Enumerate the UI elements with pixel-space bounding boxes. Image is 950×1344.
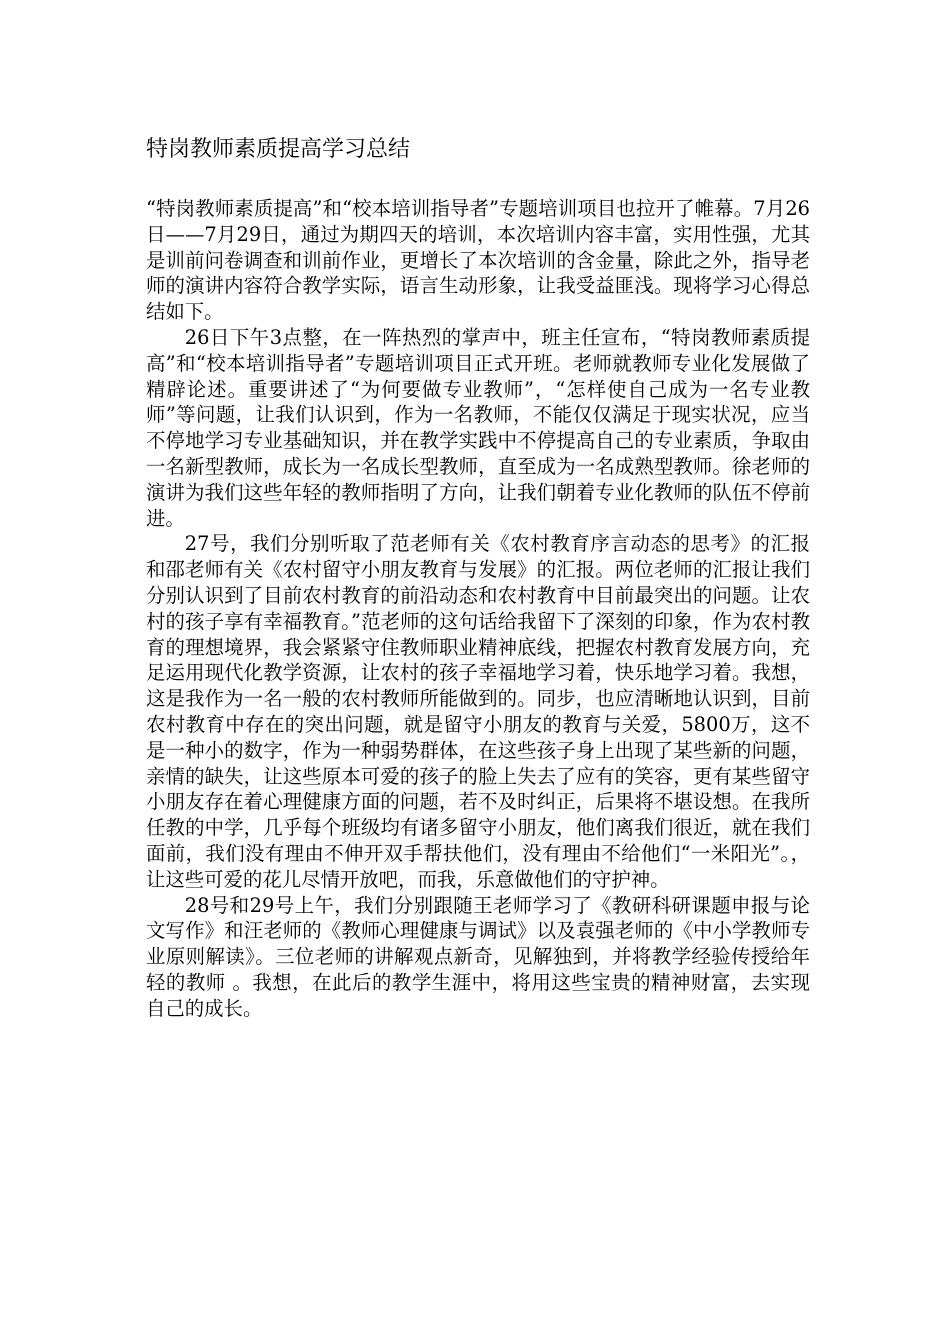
paragraph-day-26: 26日下午3点整，在一阵热烈的掌声中，班主任宣布，“特岗教师素质提高”和“校本培训指导者”专题培训项目正式开班。老师就教师专业化发展做了精辟论述。重要讲述了“为何要做专业教师”，“怎样使自己成为一名专业教师”等问题，让我们认识到，作为一名教师，不能仅仅满足于现实状况，应当不停地学习专业基础知识，并在教学实践中不停提高自己的专业素质，争取由一名新型教师，成长为一名成长型教师，直至成为一名成熟型教师。徐老师的演讲为我们这些年轻的教师指明了方向，让我们朝着专业化教师的队伍不停前进。 xyxy=(146,325,810,530)
document-body xyxy=(146,196,810,1022)
paragraph-intro: “特岗教师素质提高”和“校本培训指导者”专题培训项目也拉开了帷幕。7月26日——7月29日，通过为期四天的培训，本次培训内容丰富，实用性强，尤其是训前问卷调查和训前作业，更增长了本次培训的含金量，除此之外，指导老师的演讲内容符合教学实际，语言生动形象，让我受益匪浅。现将学习心得总结如下。 xyxy=(146,197,810,324)
paragraph-day-27: 27号，我们分别听取了范老师有关《农村教育序言动态的思考》的汇报和邵老师有关《农村留守小朋友教育与发展》的汇报。两位老师的汇报让我们分别认识到了目前农村教育的前沿动态和农村教育中目前最突出的问题。让农村的孩子享有幸福教育。”范老师的这句话给我留下了深刻的印象，作为农村教育的理想境界，我会紧紧守住教师职业精神底线，把握农村教育发展方向，充足运用现代化教学资源，让农村的孩子幸福地学习着，快乐地学习着。我想，这是我作为一名一般的农村教师所能做到的。同步，也应清晰地认识到，目前农村教育中存在的突出问题，就是留守小朋友的教育与关爱，5800万，这不是一种小的数字，作为一种弱势群体，在这些孩子身上出现了某些新的问题，亲情的缺失，让这些原本可爱的孩子的脸上失去了应有的笑容，更有某些留守小朋友存在着心理健康方面的问题，若不及时纠正，后果将不堪设想。在我所任教的中学，几乎每个班级均有诸多留守小朋友，他们离我们很近，就在我们面前，我们没有理由不伸开双手帮扶他们，没有理由不给他们“一米阳光”。，让这些可爱的花儿尽情开放吧，而我，乐意做他们的守护神。 xyxy=(146,532,810,891)
paragraph-day-28-29: 28号和29号上午，我们分别跟随王老师学习了《教研科研课题申报与论文写作》和汪老师的《教师心理健康与调试》以及袁强老师的《中小学教师专业原则解读》。三位老师的讲解观点新奇，见解独到，并将教学经验传授给年轻的教师 。我想，在此后的教学生涯中，将用这些宝贵的精神财富，去实现自己的成长。 xyxy=(146,893,810,1020)
document-title: 特岗教师素质提高学习总结 xyxy=(146,137,411,162)
